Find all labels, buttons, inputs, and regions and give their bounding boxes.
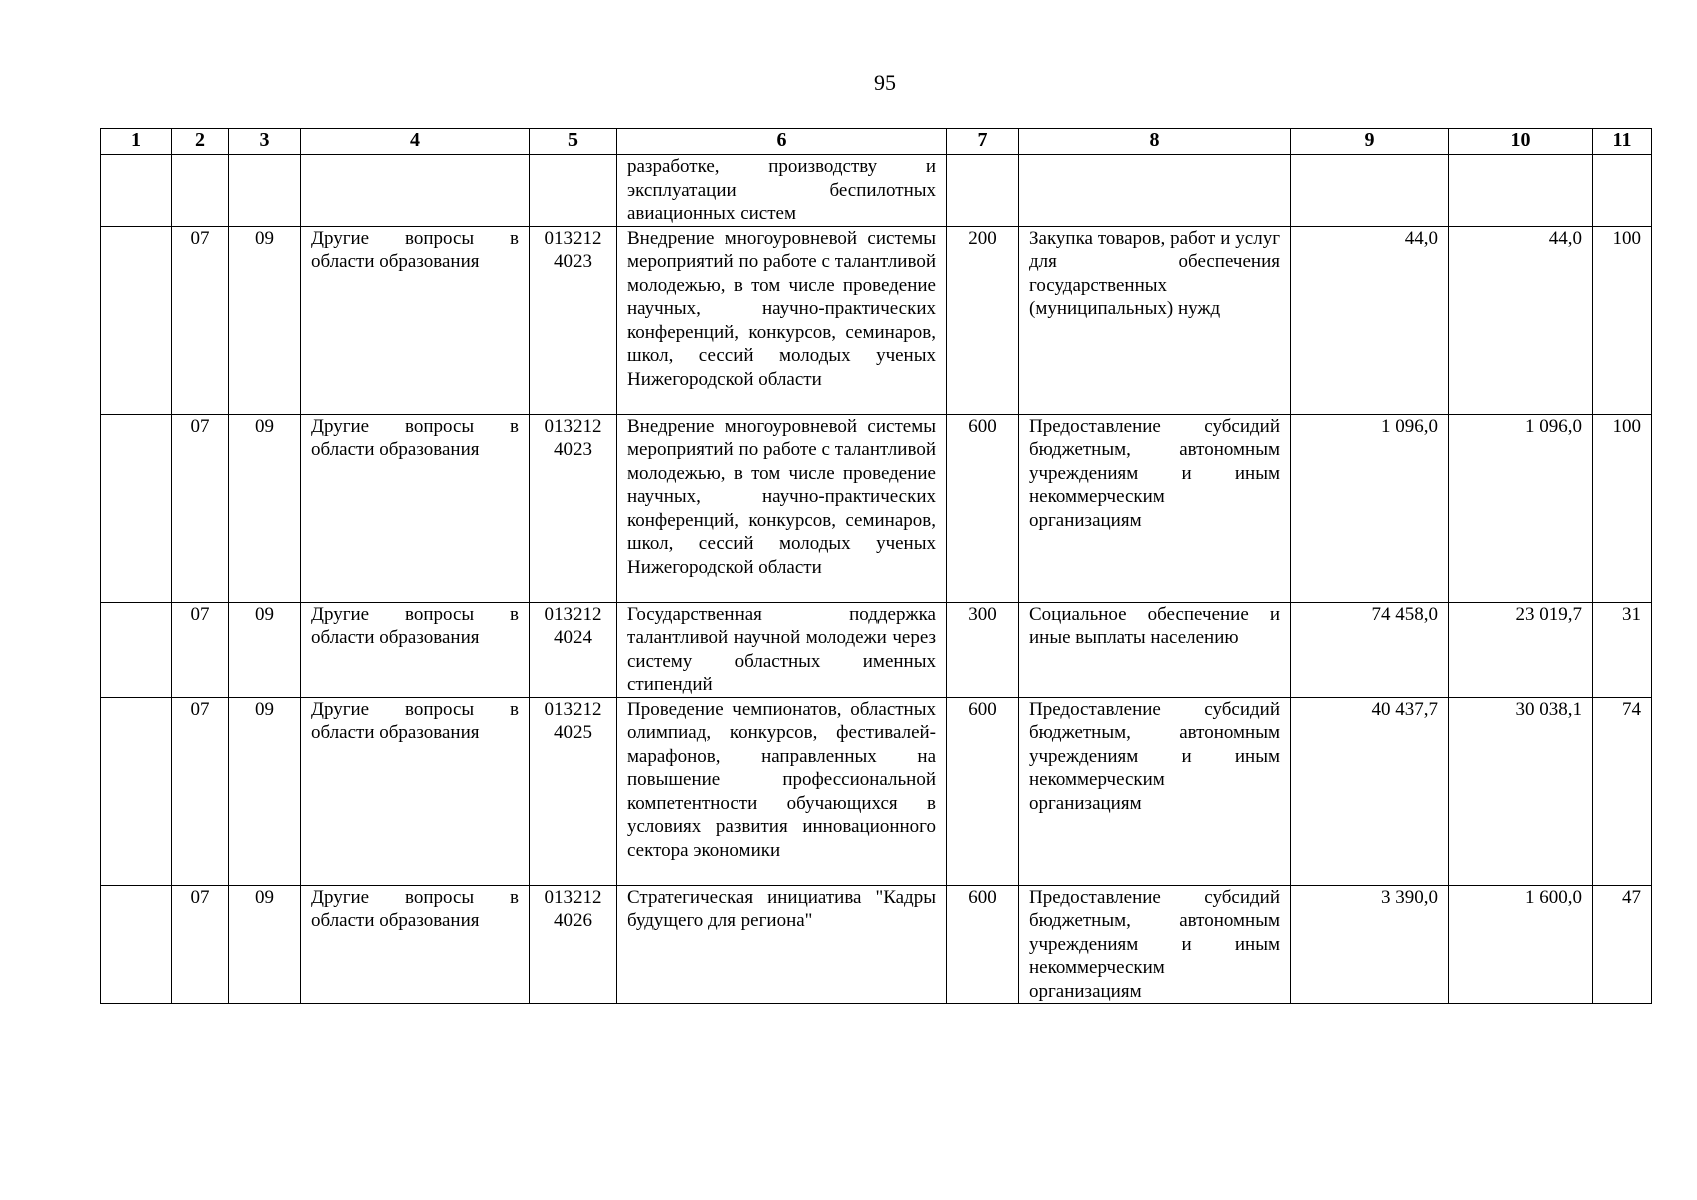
header-cell: 11 (1593, 129, 1652, 155)
expense-type-cell: 300 (947, 602, 1019, 697)
header-cell: 9 (1291, 129, 1449, 155)
empty-cell (1593, 155, 1652, 227)
expense-type-cell: 600 (947, 414, 1019, 602)
section-name-cell: Другие вопросы в области образования (301, 885, 530, 1004)
section-name-cell: Другие вопросы в области образования (301, 226, 530, 414)
empty-cell (101, 226, 172, 414)
section-name-cell: Другие вопросы в области образования (301, 414, 530, 602)
subsection-cell: 09 (229, 697, 301, 885)
target-code-cell: 013212 4023 (530, 414, 617, 602)
expense-name-cell: Предоставление субсидий бюджетным, автономным учреждениям и иным некоммерческим организациям (1019, 697, 1291, 885)
section-name-cell: Другие вопросы в области образования (301, 697, 530, 885)
section-cell: 07 (172, 697, 229, 885)
subsection-cell: 09 (229, 226, 301, 414)
header-cell: 8 (1019, 129, 1291, 155)
empty-cell (947, 155, 1019, 227)
empty-cell (101, 602, 172, 697)
expense-type-cell: 200 (947, 226, 1019, 414)
target-code-cell: 013212 4025 (530, 697, 617, 885)
description-cell: Стратегическая инициатива "Кадры будущего для региона" (617, 885, 947, 1004)
target-code-cell: 013212 4023 (530, 226, 617, 414)
header-cell: 7 (947, 129, 1019, 155)
subsection-cell: 09 (229, 602, 301, 697)
empty-cell (530, 155, 617, 227)
page-number: 95 (874, 70, 896, 95)
table-row (101, 226, 1652, 414)
expense-name-cell: Предоставление субсидий бюджетным, автономным учреждениям и иным некоммерческим организациям (1019, 414, 1291, 602)
section-cell: 07 (172, 885, 229, 1004)
subsection-cell: 09 (229, 414, 301, 602)
header-cell: 1 (101, 129, 172, 155)
empty-cell (101, 155, 172, 227)
expense-name-cell: Закупка товаров, работ и услуг для обеспечения государственных (муниципальных) нужд (1019, 226, 1291, 414)
actual-amount-cell: 23 019,7 (1449, 602, 1593, 697)
percent-cell: 100 (1593, 414, 1652, 602)
expense-name-cell: Предоставление субсидий бюджетным, автономным учреждениям и иным некоммерческим организациям (1019, 885, 1291, 1004)
header-cell: 10 (1449, 129, 1593, 155)
expense-type-cell: 600 (947, 885, 1019, 1004)
empty-cell (1019, 155, 1291, 227)
target-code-cell: 013212 4024 (530, 602, 617, 697)
description-cell: Внедрение многоуровневой системы мероприятий по работе с талантливой молодежью, в том числе проведение научных, научно-практических конференций, конкурсов, семинаров, школ, сессий молодых ученых Нижегородской области (617, 226, 947, 414)
empty-cell (301, 155, 530, 227)
table-row (101, 885, 1652, 1004)
budget-table (100, 128, 1652, 1004)
section-cell: 07 (172, 226, 229, 414)
planned-amount-cell: 44,0 (1291, 226, 1449, 414)
header-row (101, 129, 1652, 155)
percent-cell: 47 (1593, 885, 1652, 1004)
planned-amount-cell: 3 390,0 (1291, 885, 1449, 1004)
empty-cell (101, 697, 172, 885)
table-row (101, 697, 1652, 885)
description-cell: Государственная поддержка талантливой научной молодежи через систему областных именных стипендий (617, 602, 947, 697)
header-cell: 5 (530, 129, 617, 155)
description-cell: разработке, производству и эксплуатации беспилотных авиационных систем (617, 155, 947, 227)
section-name-cell: Другие вопросы в области образования (301, 602, 530, 697)
expense-type-cell: 600 (947, 697, 1019, 885)
header-cell: 4 (301, 129, 530, 155)
table-row (101, 602, 1652, 697)
header-cell: 3 (229, 129, 301, 155)
description-cell: Внедрение многоуровневой системы мероприятий по работе с талантливой молодежью, в том числе проведение научных, научно-практических конференций, конкурсов, семинаров, школ, сессий молодых ученых Нижегородской области (617, 414, 947, 602)
actual-amount-cell: 30 038,1 (1449, 697, 1593, 885)
target-code-cell: 013212 4026 (530, 885, 617, 1004)
percent-cell: 31 (1593, 602, 1652, 697)
planned-amount-cell: 74 458,0 (1291, 602, 1449, 697)
planned-amount-cell: 1 096,0 (1291, 414, 1449, 602)
table-row (101, 414, 1652, 602)
description-cell: Проведение чемпионатов, областных олимпиад, конкурсов, фестивалей-марафонов, направленных на повышение профессиональной компетентности обучающихся в условиях развития инновационного сектора экономики (617, 697, 947, 885)
continuation-row (101, 155, 1652, 227)
empty-cell (101, 885, 172, 1004)
section-cell: 07 (172, 602, 229, 697)
expense-name-cell: Социальное обеспечение и иные выплаты населению (1019, 602, 1291, 697)
planned-amount-cell: 40 437,7 (1291, 697, 1449, 885)
section-cell: 07 (172, 414, 229, 602)
empty-cell (1449, 155, 1593, 227)
percent-cell: 74 (1593, 697, 1652, 885)
percent-cell: 100 (1593, 226, 1652, 414)
empty-cell (1291, 155, 1449, 227)
subsection-cell: 09 (229, 885, 301, 1004)
header-cell: 2 (172, 129, 229, 155)
header-cell: 6 (617, 129, 947, 155)
empty-cell (101, 414, 172, 602)
actual-amount-cell: 1 600,0 (1449, 885, 1593, 1004)
actual-amount-cell: 1 096,0 (1449, 414, 1593, 602)
actual-amount-cell: 44,0 (1449, 226, 1593, 414)
empty-cell (172, 155, 229, 227)
empty-cell (229, 155, 301, 227)
